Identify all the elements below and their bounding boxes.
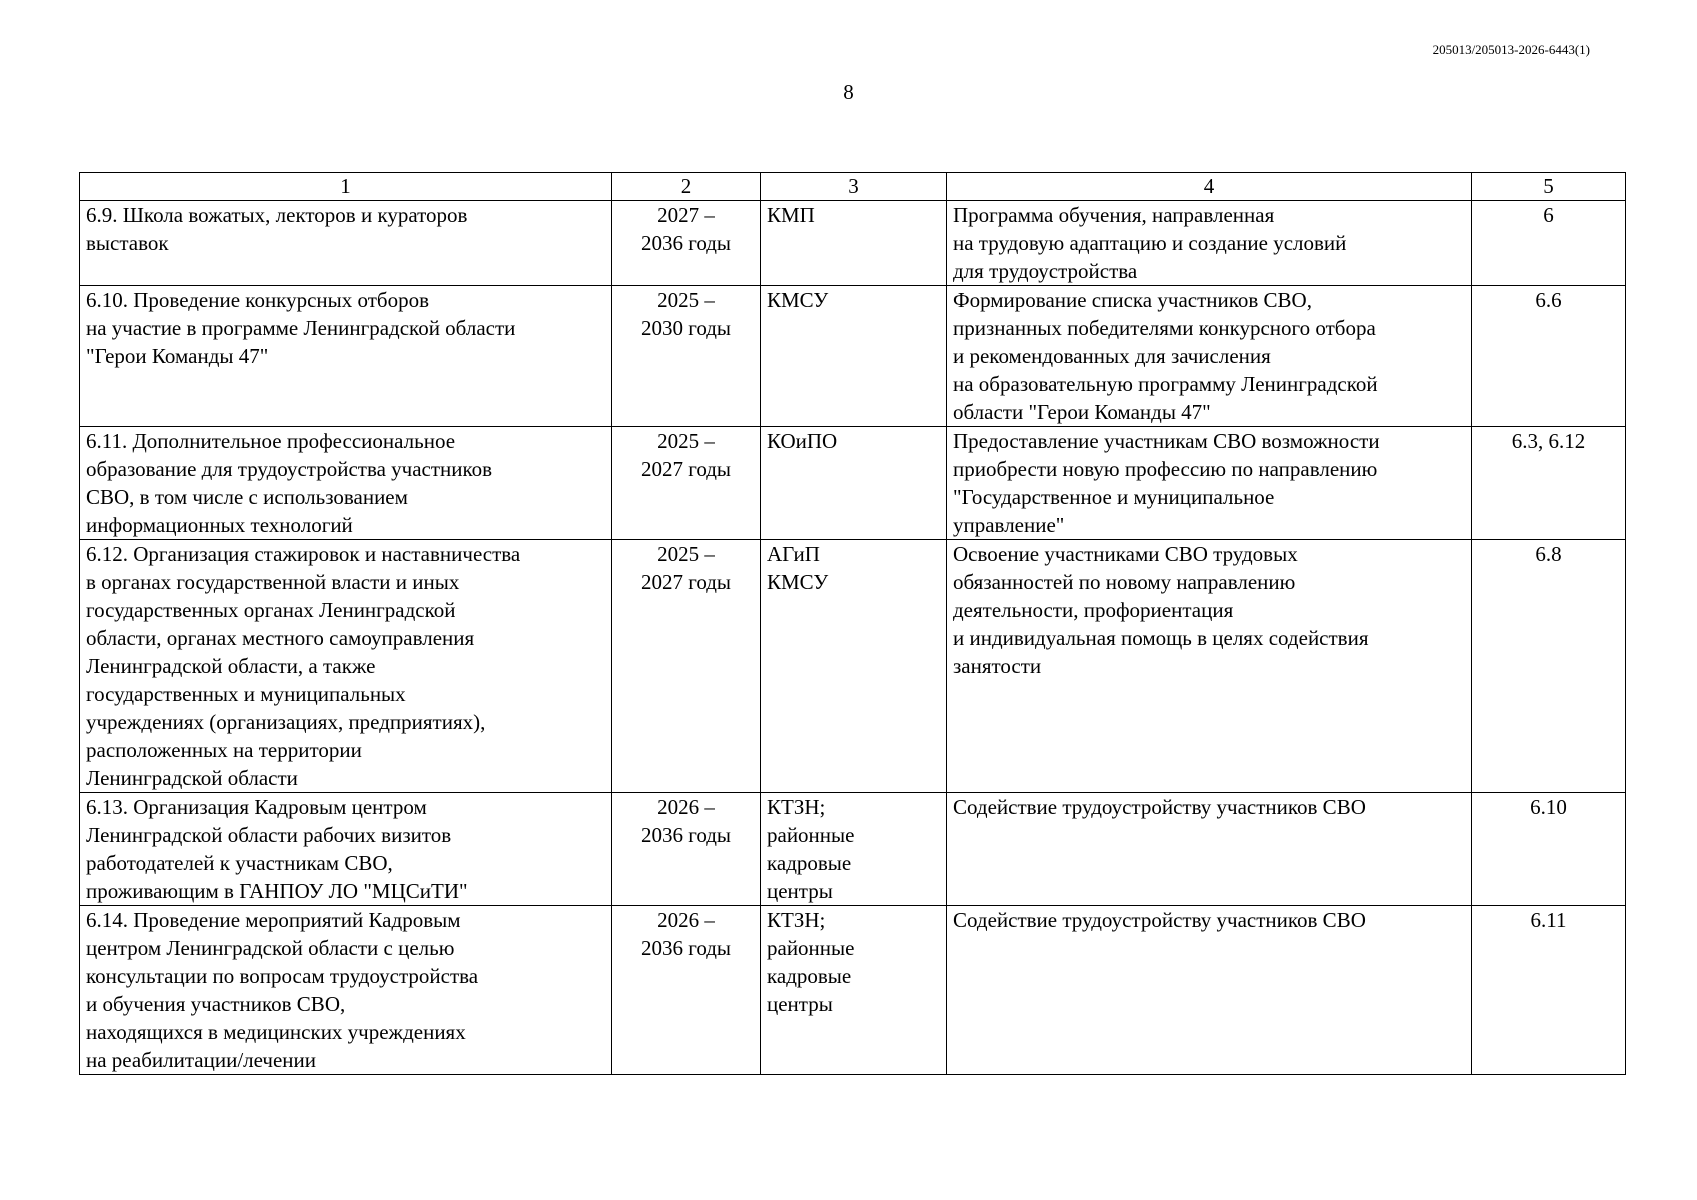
measure-cell (80, 793, 612, 906)
measure-cell (80, 286, 612, 427)
link-cell (1472, 906, 1626, 1075)
result-text: Предоставление участникам СВО возможности приобрести новую профессию по направлению "Государственное и муниципальное управление" (953, 429, 1380, 537)
table-header-row (80, 173, 1626, 201)
period-text: 2025 – 2027 годы (640, 429, 732, 481)
column-header-4: 4 (947, 173, 1472, 201)
link-text: 6.6 (1535, 288, 1562, 312)
column-header-5: 5 (1472, 173, 1626, 201)
link-cell (1472, 286, 1626, 427)
result-text: Формирование списка участников СВО, признанных победителями конкурсного отбора и рекомендованных для зачисления на образовательную программу Ленинградской области "Герои Команды 47" (953, 288, 1378, 424)
period-cell (612, 427, 761, 540)
executor-text: КМП (767, 203, 815, 227)
column-header-2: 2 (612, 173, 761, 201)
measure-cell (80, 906, 612, 1075)
period-text: 2025 – 2030 годы (640, 288, 732, 340)
period-text: 2025 – 2027 годы (640, 542, 732, 594)
measure-text: 6.10. Проведение конкурсных отборов на участие в программе Ленинградской области "Герои Команды 47" (86, 288, 516, 368)
measure-text: 6.14. Проведение мероприятий Кадровым центром Ленинградской области с целью консультации по вопросам трудоустройства и обучения участников СВО, находящихся в медицинских учреждениях на реабилитации/лечении (86, 908, 479, 1072)
document-id: 205013/205013-2026-6443(1) (1432, 42, 1590, 57)
result-cell (947, 793, 1472, 906)
result-cell (947, 906, 1472, 1075)
table-row (80, 793, 1626, 906)
period-text: 2026 – 2036 годы (640, 908, 732, 960)
table-row (80, 427, 1626, 540)
link-text: 6.3, 6.12 (1511, 429, 1586, 453)
column-header-3: 3 (761, 173, 947, 201)
measure-cell (80, 427, 612, 540)
period-cell (612, 201, 761, 286)
executor-cell (761, 201, 947, 286)
table-row (80, 201, 1626, 286)
result-text: Программа обучения, направленная на трудовую адаптацию и создание условий для трудоустройства (953, 203, 1347, 283)
result-cell (947, 286, 1472, 427)
result-text: Содействие трудоустройству участников СВО (953, 908, 1366, 932)
measure-text: 6.9. Школа вожатых, лекторов и кураторов выставок (86, 203, 468, 255)
link-cell (1472, 540, 1626, 793)
measure-cell (80, 201, 612, 286)
executor-cell (761, 906, 947, 1075)
executor-text: КОиПО (767, 429, 838, 453)
executor-cell (761, 427, 947, 540)
executor-text: КТЗН; районные кадровые центры (767, 908, 855, 1016)
table-row (80, 906, 1626, 1075)
measure-cell (80, 540, 612, 793)
table-row (80, 286, 1626, 427)
result-cell (947, 427, 1472, 540)
period-text: 2027 – 2036 годы (640, 203, 732, 255)
result-cell (947, 540, 1472, 793)
result-text: Освоение участниками СВО трудовых обязанностей по новому направлению деятельности, профориентация и индивидуальная помощь в целях содействия занятости (953, 542, 1369, 678)
column-header-1: 1 (80, 173, 612, 201)
period-cell (612, 286, 761, 427)
link-text: 6.8 (1535, 542, 1562, 566)
result-text: Содействие трудоустройству участников СВО (953, 795, 1366, 819)
measure-text: 6.13. Организация Кадровым центром Ленинградской области рабочих визитов работодателей к участникам СВО, проживающим в ГАНПОУ ЛО "МЦСиТИ" (86, 795, 468, 903)
period-cell (612, 793, 761, 906)
page-number: 8 (843, 80, 854, 104)
executor-cell (761, 286, 947, 427)
executor-cell (761, 793, 947, 906)
executor-text: АГиП КМСУ (767, 542, 829, 594)
link-cell (1472, 201, 1626, 286)
table-row (80, 540, 1626, 793)
period-text: 2026 – 2036 годы (640, 795, 732, 847)
link-text: 6 (1543, 203, 1554, 227)
measures-table (79, 172, 1626, 1075)
link-cell (1472, 793, 1626, 906)
measure-text: 6.11. Дополнительное профессиональное образование для трудоустройства участников СВО, в том числе с использованием информационных технологий (86, 429, 493, 537)
period-cell (612, 906, 761, 1075)
executor-text: КМСУ (767, 288, 829, 312)
link-cell (1472, 427, 1626, 540)
executor-cell (761, 540, 947, 793)
period-cell (612, 540, 761, 793)
link-text: 6.10 (1530, 795, 1567, 819)
executor-text: КТЗН; районные кадровые центры (767, 795, 855, 903)
result-cell (947, 201, 1472, 286)
link-text: 6.11 (1530, 908, 1567, 932)
measure-text: 6.12. Организация стажировок и наставничества в органах государственной власти и иных государственных органах Ленинградской области, органах местного самоуправления Ленинградской области, а также государственных и муниципальных учреждениях (организациях, предприятиях), расположенных на территории Ленинградской области (86, 542, 521, 790)
